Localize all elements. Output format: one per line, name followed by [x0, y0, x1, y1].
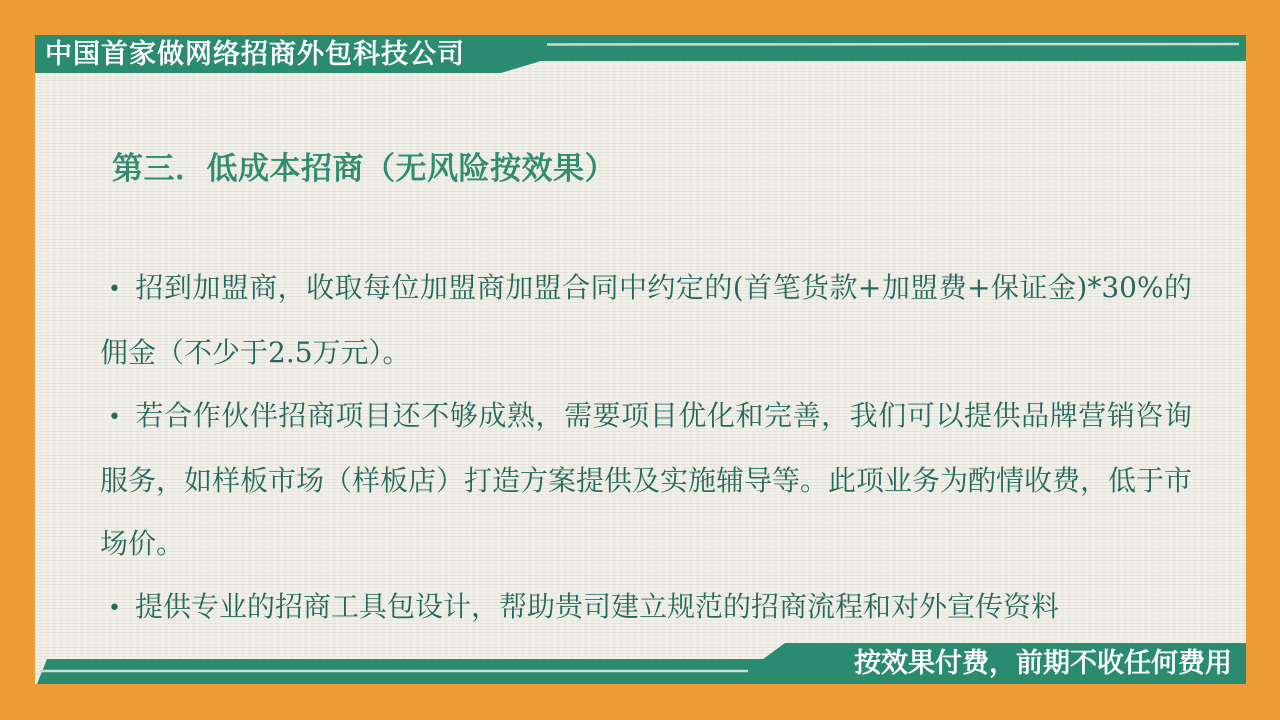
bullet-marker: •	[108, 596, 121, 621]
bullet-item	[100, 575, 1192, 640]
bullet-marker: •	[108, 277, 121, 302]
footer-slogan: 按效果付费，前期不收任何费用	[854, 648, 1232, 678]
header-tagline: 中国首家做网络招商外包科技公司	[45, 39, 465, 69]
header-accent-line	[547, 44, 1239, 45]
bullet-text: 招到加盟商，收取每位加盟商加盟合同中约定的(首笔货款+加盟费+保证金)*30%的佣金（不少于2.5万元）。	[100, 271, 1192, 369]
bullet-item	[100, 256, 1192, 384]
bullet-marker: •	[108, 405, 121, 430]
bullet-item	[100, 384, 1192, 575]
bullet-list	[100, 256, 1192, 640]
slide-title: 第三．低成本招商（无风险按效果）	[112, 151, 616, 186]
bullet-text: 若合作伙伴招商项目还不够成熟，需要项目优化和完善，我们可以提供品牌营销咨询服务，如样板市场（样板店）打造方案提供及实施辅导等。此项业务为酌情收费，低于市场价。	[100, 399, 1193, 560]
bullet-text: 提供专业的招商工具包设计，帮助贵司建立规范的招商流程和对外宣传资料	[134, 590, 1059, 623]
